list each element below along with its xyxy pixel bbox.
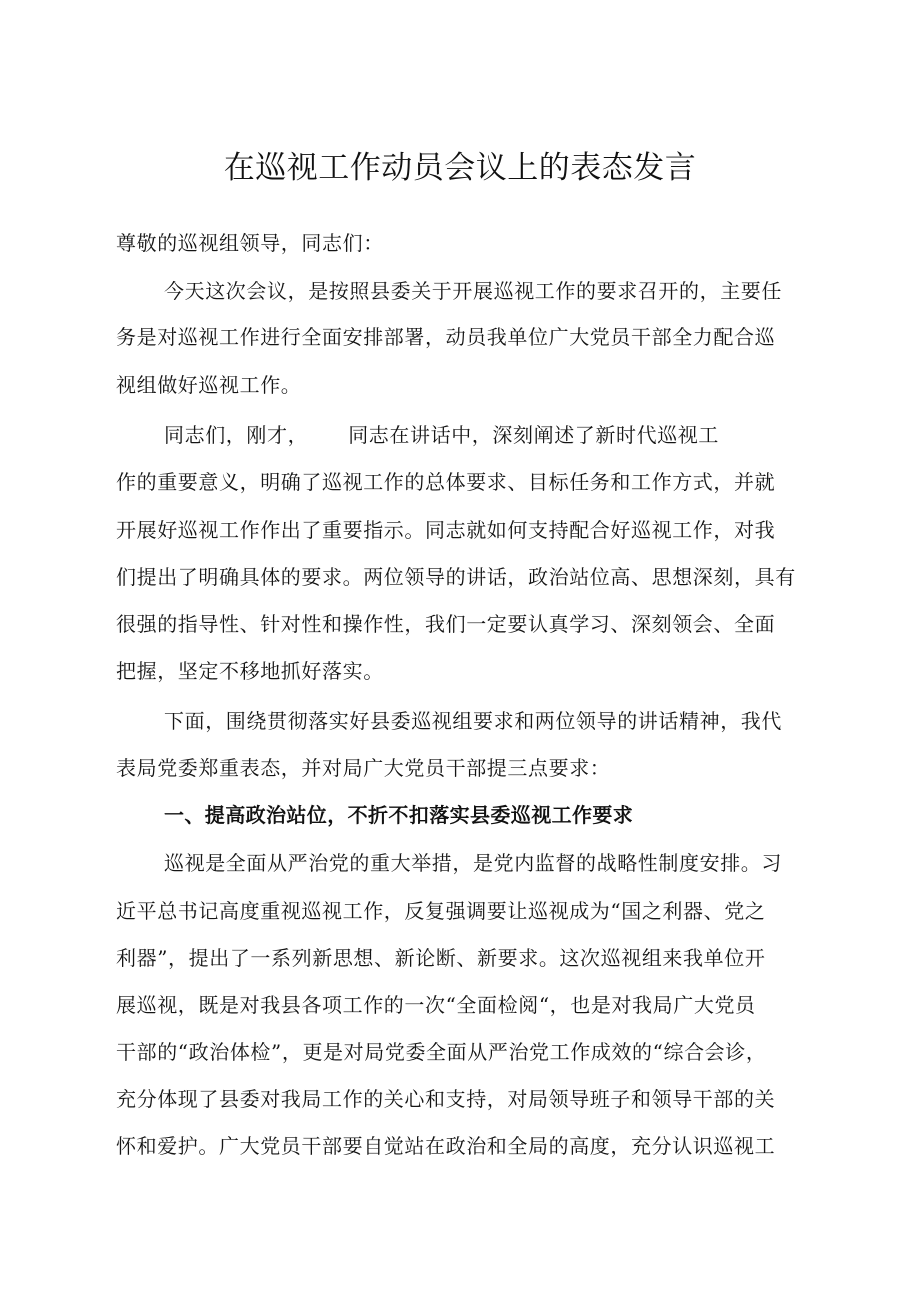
paragraph-2-line-5: 很强的指导性、针对性和操作性，我们一定要认真学习、深刻领会、全面 xyxy=(116,612,776,636)
paragraph-4-line-1: 巡视是全面从严治党的重大举措，是党内监督的战略性制度安排。习 xyxy=(164,851,782,875)
paragraph-2-line-3: 开展好巡视工作作出了重要指示。同志就如何支持配合好巡视工作，对我 xyxy=(116,518,776,542)
paragraph-1-line-2: 务是对巡视工作进行全面安排部署，动员我单位广大党员干部全力配合巡 xyxy=(116,325,776,349)
paragraph-4-line-4: 展巡视，既是对我县各项工作的一次“全面检阅“，也是对我局广大党员 xyxy=(116,993,756,1017)
paragraph-2-line-4: 们提出了明确具体的要求。两位领导的讲话，政治站位高、思想深刻，具有 xyxy=(116,565,796,589)
paragraph-2-line-1 xyxy=(164,420,864,450)
paragraph-2-line-2: 作的重要意义，明确了巡视工作的总体要求、目标任务和工作方式，并就 xyxy=(116,470,776,494)
paragraph-3-line-1: 下面，围绕贯彻落实好县委巡视组要求和两位领导的讲话精神，我代 xyxy=(164,709,782,733)
paragraph-4-line-3: 利器”，提出了一系列新思想、新论断、新要求。这次巡视组来我单位开 xyxy=(116,946,766,970)
paragraph-3-line-2: 表局党委郑重表态，并对局广大党员干部提三点要求： xyxy=(116,756,611,780)
paragraph-4-line-5: 干部的“政治体检”，更是对局党委全面从严治党工作成效的“综合会诊， xyxy=(116,1040,767,1064)
section-1-heading: 一、提高政治站位，不折不扣落实县委巡视工作要求 xyxy=(164,803,634,827)
paragraph-4-line-6: 充分体现了县委对我局工作的关心和支持，对局领导班子和领导干部的关 xyxy=(116,1087,776,1111)
paragraph-2-line-1-part-2: 同志在讲话中，深刻阐述了新时代巡视工 xyxy=(348,423,720,447)
paragraph-2-line-1-part-1: 同志们，刚才， xyxy=(164,423,309,447)
paragraph-1-line-3: 视组做好巡视工作。 xyxy=(116,373,302,397)
paragraph-2-line-6: 把握，坚定不移地抓好落实。 xyxy=(116,659,384,683)
paragraph-4-line-7: 怀和爱护。广大党员干部要自觉站在政治和全局的高度，充分认识巡视工 xyxy=(116,1134,776,1158)
document-title: 在巡视工作动员会议上的表态发言 xyxy=(223,150,697,186)
paragraph-4-line-2: 近平总书记高度重视巡视工作，反复强调要让巡视成为“国之利器、党之 xyxy=(116,899,766,923)
salutation: 尊敬的巡视组领导，同志们： xyxy=(116,231,384,255)
paragraph-1-line-1: 今天这次会议，是按照县委关于开展巡视工作的要求召开的，主要任 xyxy=(164,279,782,303)
